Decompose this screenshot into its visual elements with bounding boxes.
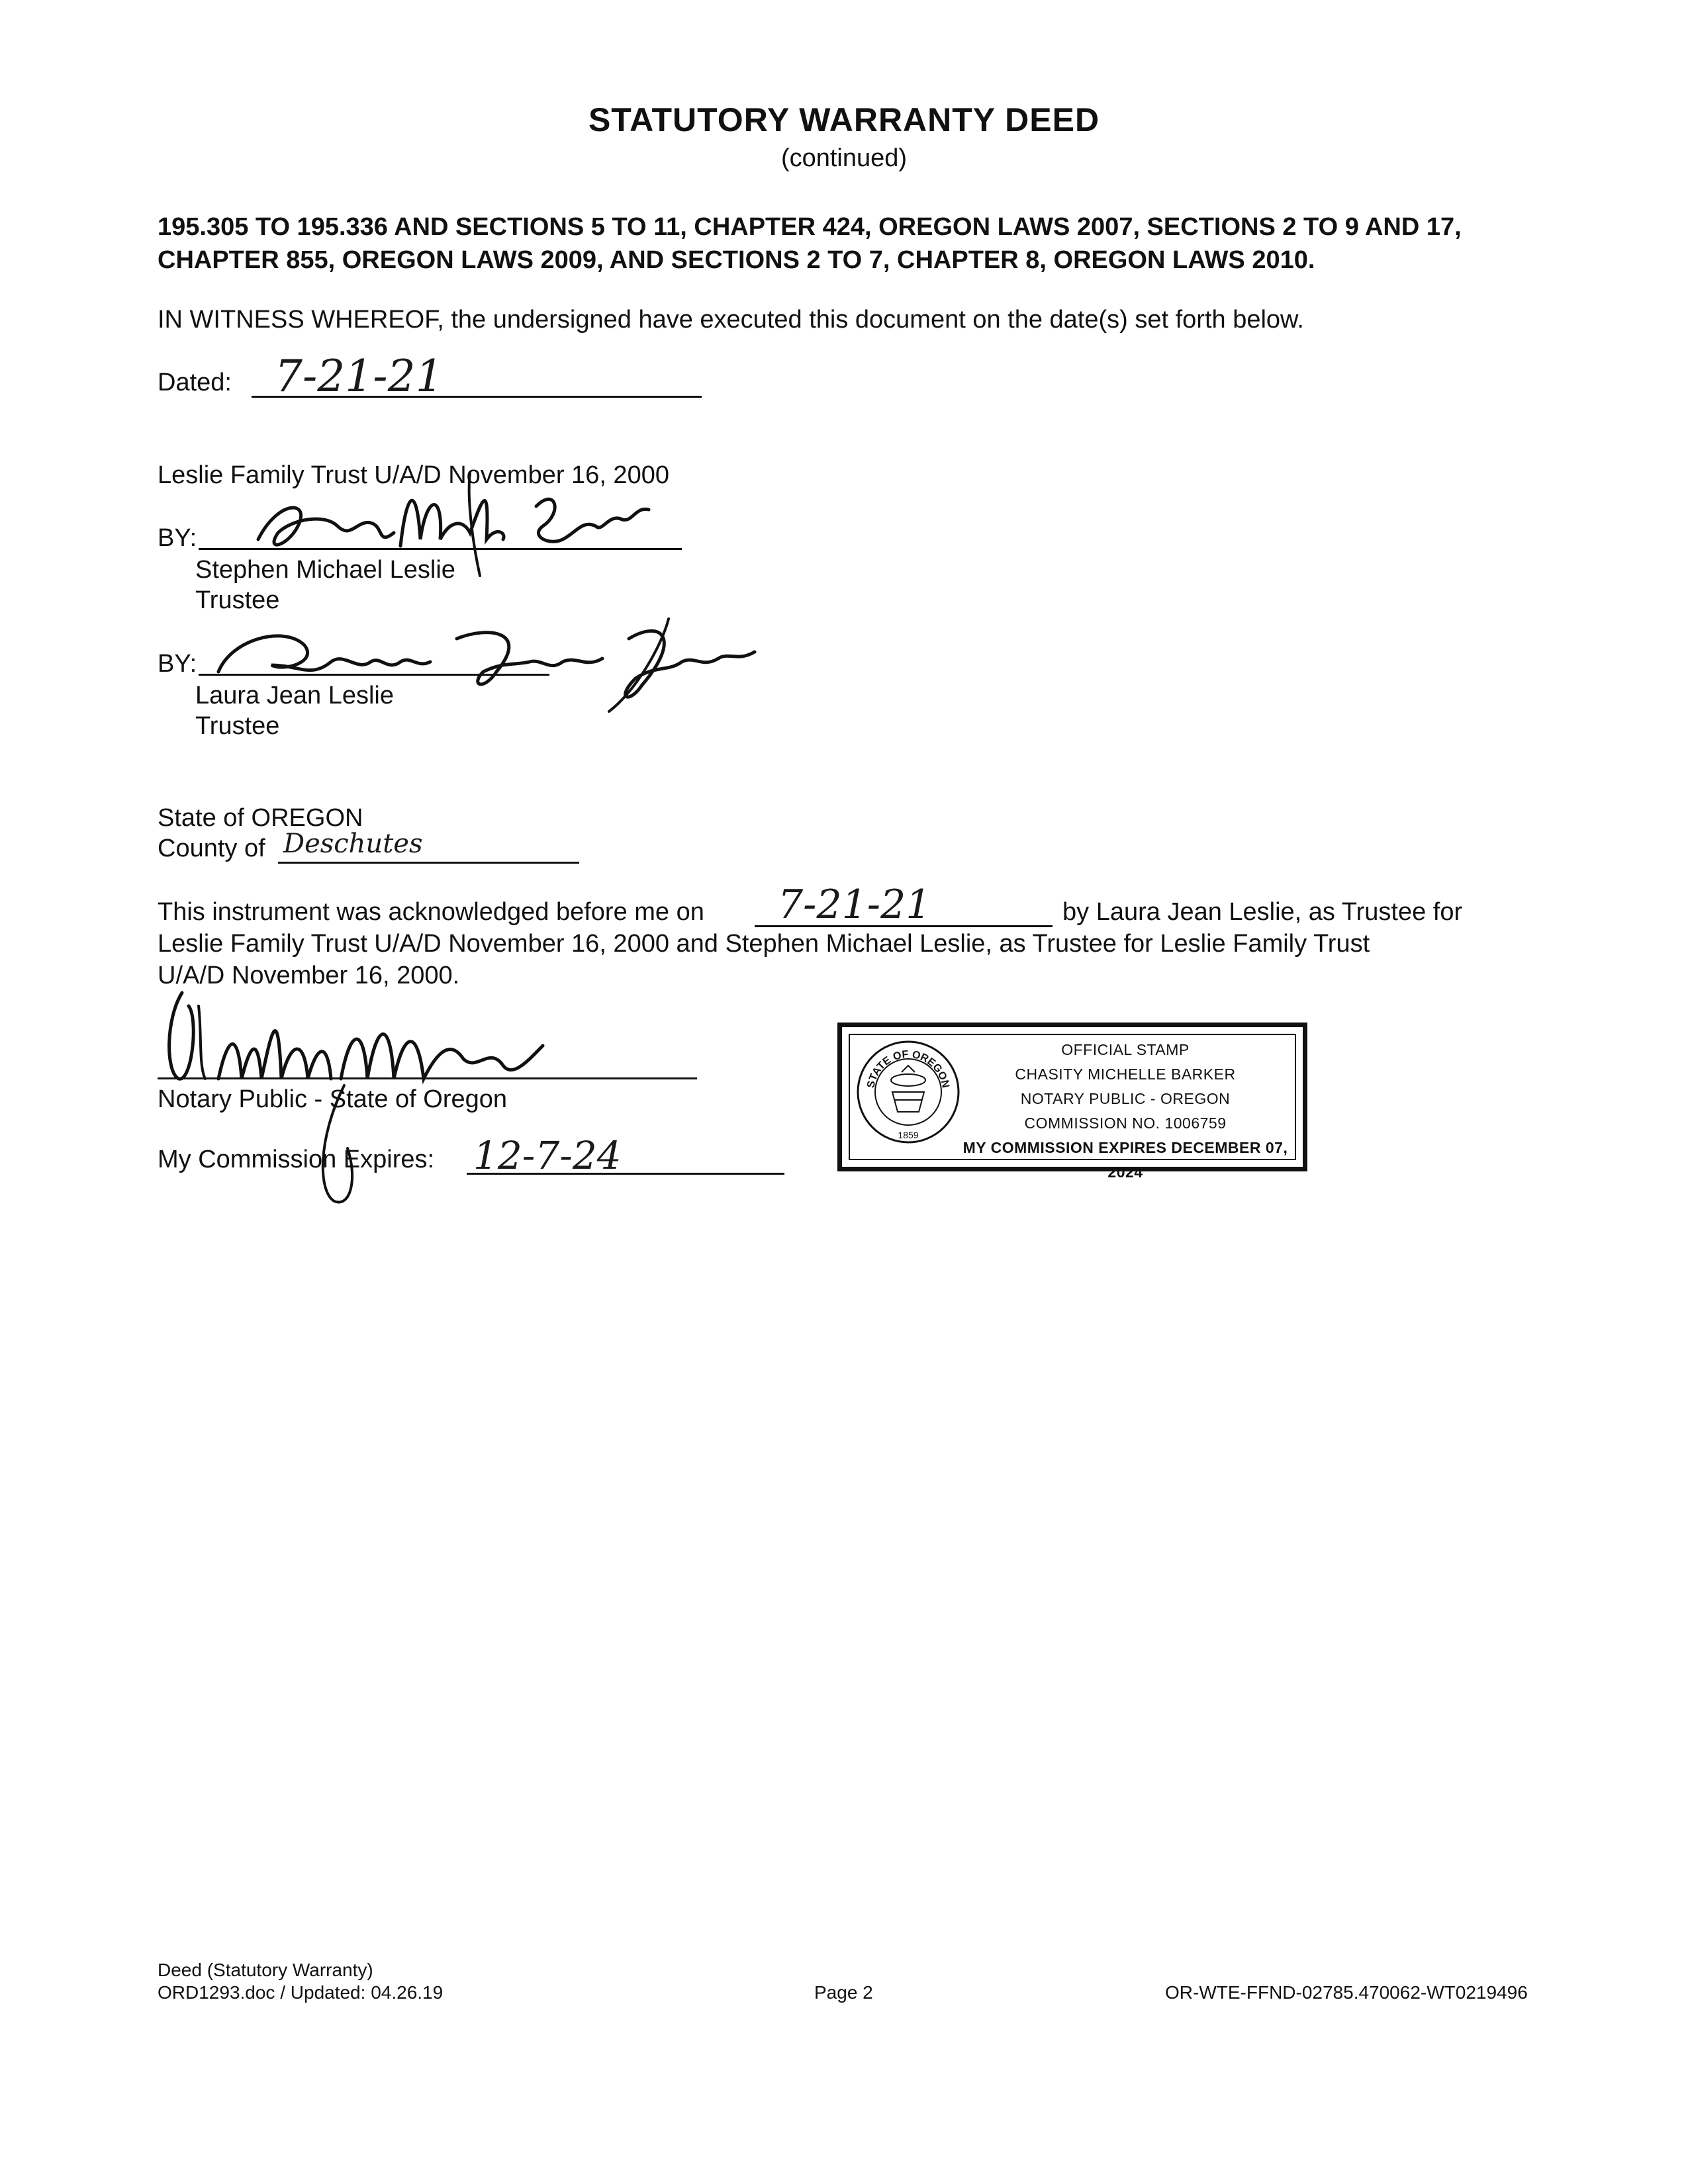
footer-page-number: Page 2 [814, 1982, 873, 2003]
signer2-title: Trustee [195, 712, 280, 740]
svg-text:STATE OF OREGON: STATE OF OREGON [865, 1048, 951, 1089]
signer2-name: Laura Jean Leslie [195, 682, 394, 709]
ack-text-after: by Laura Jean Leslie, as Trustee for [1062, 898, 1463, 926]
county-handwritten-value: Deschutes [283, 829, 423, 859]
ack-line-2: Leslie Family Trust U/A/D November 16, 2000 and Stephen Michael Leslie, as Trustee for Leslie Family Trust [158, 930, 1370, 958]
commission-handwritten-value: 12-7-24 [473, 1133, 622, 1178]
notary-title: Notary Public - State of Oregon [158, 1085, 508, 1113]
document-subtitle: (continued) [780, 144, 908, 172]
stamp-line-4: COMMISSION NO. 1006759 [1024, 1115, 1227, 1132]
stamp-line-3: NOTARY PUBLIC - OREGON [1020, 1090, 1231, 1107]
oregon-state-seal-icon [855, 1039, 961, 1145]
county-line [278, 862, 579, 864]
state-line: State of OREGON [158, 804, 363, 832]
stamp-line-5: MY COMMISSION EXPIRES DECEMBER 07, 2024 [962, 1139, 1288, 1181]
document-title: STATUTORY WARRANTY DEED [588, 101, 1100, 138]
stamp-text-block [955, 1038, 1296, 1185]
ack-line-3: U/A/D November 16, 2000. [158, 962, 460, 989]
svg-text:1859: 1859 [898, 1130, 919, 1140]
signer1-name: Stephen Michael Leslie [195, 556, 455, 584]
stamp-line-2: CHASITY MICHELLE BARKER [1015, 1066, 1236, 1083]
commission-label: My Commission Expires: [158, 1146, 435, 1173]
ack-date-handwritten-value: 7-21-21 [778, 882, 931, 928]
by-label-2: BY: [158, 650, 197, 678]
statute-paragraph: 195.305 TO 195.336 AND SECTIONS 5 TO 11, CHAPTER 424, OREGON LAWS 2007, SECTIONS 2 TO 9 AND 17, CHAPTER 855, OREGON LAWS 2009, AND SECTIONS 2 TO 7, CHAPTER 8, OREGON LAWS 2010. [158, 213, 1462, 274]
stamp-line-1: OFFICIAL STAMP [1061, 1041, 1190, 1058]
footer-form-id: ORD1293.doc / Updated: 04.26.19 [158, 1982, 444, 2003]
by-label-1: BY: [158, 524, 197, 552]
footer-form-name: Deed (Statutory Warranty) [158, 1960, 373, 1980]
signer1-title: Trustee [195, 586, 280, 614]
dated-label: Dated: [158, 369, 232, 396]
trust-name: Leslie Family Trust U/A/D November 16, 2000 [158, 461, 669, 489]
county-label: County of [158, 835, 265, 862]
official-notary-stamp [837, 1023, 1307, 1181]
witness-statement: IN WITNESS WHEREOF, the undersigned have executed this document on the date(s) set forth below. [158, 306, 1304, 334]
dated-handwritten-value: 7-21-21 [275, 351, 444, 402]
ack-text-before: This instrument was acknowledged before me on [158, 898, 704, 926]
footer-order-number: OR-WTE-FFND-02785.470062-WT0219496 [1165, 1982, 1528, 2003]
